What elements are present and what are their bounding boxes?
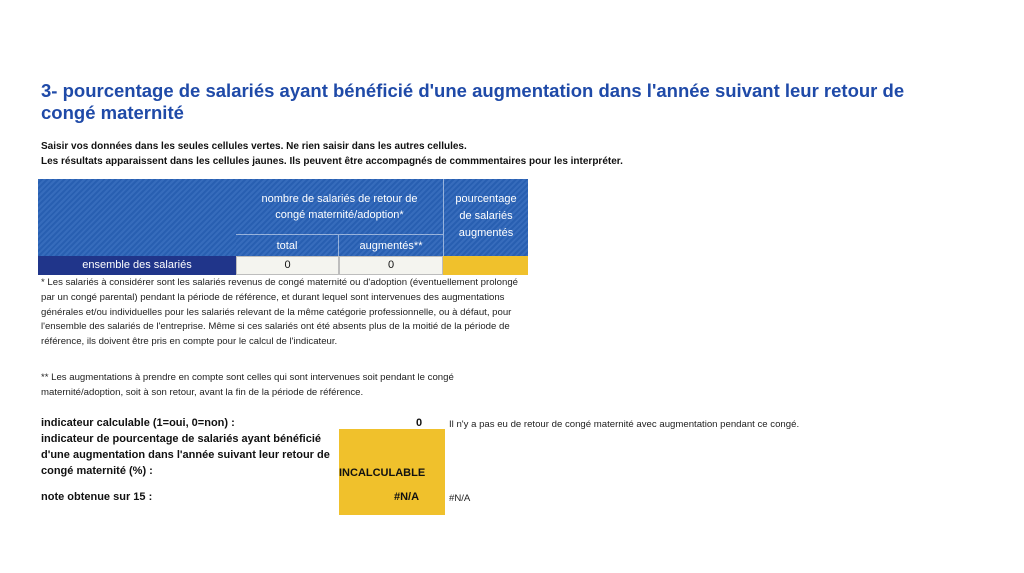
footnote-augmentations: ** Les augmentations à prendre en compte sont celles qui sont intervenues soit pendant le congé maternité/adoption, soit à son retour, avant la fin de la période de référence. — [41, 372, 454, 398]
indicator-value: INCALCULABLE — [339, 467, 426, 479]
total-input-cell[interactable]: 0 — [236, 256, 339, 275]
table-header-blank — [38, 179, 236, 256]
data-table — [38, 179, 528, 275]
augmentes-input-cell[interactable]: 0 — [339, 256, 443, 275]
footnote-salaries: * Les salariés à considérer sont les salariés revenus de congé maternité ou d'adoption (éventuellement prolongé par un congé parental) pendant la période de référence, et durant lequel sont intervenues des augmentations générales et/ou individuelles pour les salariés relevant de la même catégorie professionnelle, ou à défaut, pour l'ensemble des salariés de l'entreprise. Même si ces salariés ont été absents plus de la moitié de la période de référence, ils doivent être pris en compte pour le calcul de l'indicateur. — [41, 277, 519, 348]
percentage-result-cell — [443, 256, 528, 275]
table-header-augmentes: augmentés** — [339, 234, 443, 256]
calculable-value: 0 — [416, 417, 423, 429]
note-value: #N/A — [394, 491, 420, 503]
indicator-label: indicateur de pourcentage de salariés ayant bénéficié d'une augmentation dans l'année suivant leur retour de congé maternité (%) : — [41, 433, 330, 477]
instruction-line-1: Saisir vos données dans les seules cellules vertes. Ne rien saisir dans les autres cellules. — [41, 141, 467, 152]
note-label: note obtenue sur 15 : — [41, 491, 153, 503]
instruction-line-2: Les résultats apparaissent dans les cellules jaunes. Ils peuvent être accompagnés de commmentaires pour les interpréter. — [41, 156, 623, 167]
note-comment: #N/A — [449, 493, 471, 504]
row-label-ensemble: ensemble des salariés — [38, 256, 236, 275]
table-header-total: total — [236, 234, 339, 256]
table-header-group: nombre de salariés de retour de congé maternité/adoption* — [236, 179, 443, 234]
table-header-percentage: pourcentage de salariés augmentés — [443, 179, 528, 256]
calculable-comment: Il n'y a pas eu de retour de congé maternité avec augmentation pendant ce congé. — [449, 419, 800, 430]
page-title: 3- pourcentage de salariés ayant bénéficié d'une augmentation dans l'année suivant leur retour de congé maternité — [41, 80, 905, 123]
calculable-label: indicateur calculable (1=oui, 0=non) : — [41, 417, 235, 429]
